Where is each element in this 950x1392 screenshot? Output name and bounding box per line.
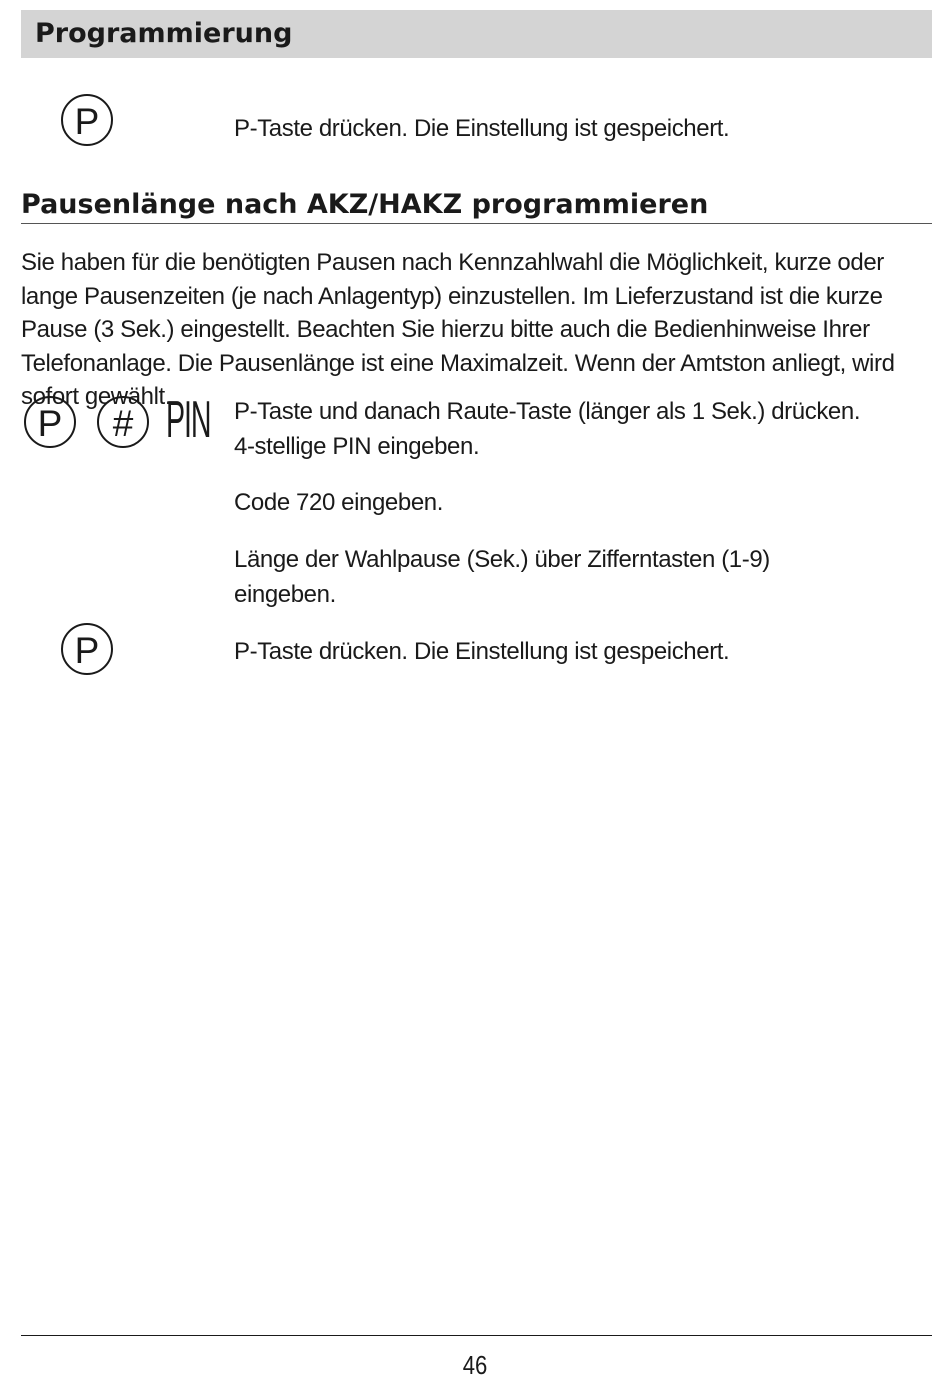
step1-line2: 4-stellige PIN eingeben.	[234, 433, 480, 460]
p-key-icon: P	[24, 396, 76, 448]
hash-key-icon: #	[97, 396, 149, 448]
step2-text: Code 720 eingeben.	[234, 489, 443, 516]
top-step-text: P-Taste drücken. Die Einstellung ist gespeichert.	[234, 115, 730, 142]
step3-text: Länge der Wahlpause (Sek.) über Zifferntasten (1-9) eingeben.	[234, 546, 770, 608]
p-key-icon: P	[61, 94, 113, 146]
step1-line1: P-Taste und danach Raute-Taste (länger als 1 Sek.) drücken.	[234, 398, 861, 425]
step1-text	[234, 394, 894, 464]
p-key-icon: P	[61, 623, 113, 675]
section-title: Pausenlänge nach AKZ/HAKZ programmieren	[21, 187, 932, 224]
footer-divider	[21, 1335, 932, 1336]
step4-text: P-Taste drücken. Die Einstellung ist gespeichert.	[234, 638, 730, 665]
page-number: 46	[462, 1350, 488, 1380]
section-header-title: Programmierung	[35, 18, 293, 49]
pin-label-icon: PIN	[166, 391, 211, 449]
section-intro: Sie haben für die benötigten Pausen nach Kennzahlwahl die Möglichkeit, kurze oder lange Pausenzeiten (je nach Anlagentyp) einzustellen. Im Lieferzustand ist die kurze Pause (3 Sek.) eingestellt. Beachten Sie hierzu bitte auch die Bedienhinweise Ihrer Telefonanlage. Die Pausenlänge ist eine Maximalzeit. Wenn der Amtston anliegt, wird sofort gewählt.	[21, 249, 895, 410]
section-header-bar	[21, 10, 932, 58]
